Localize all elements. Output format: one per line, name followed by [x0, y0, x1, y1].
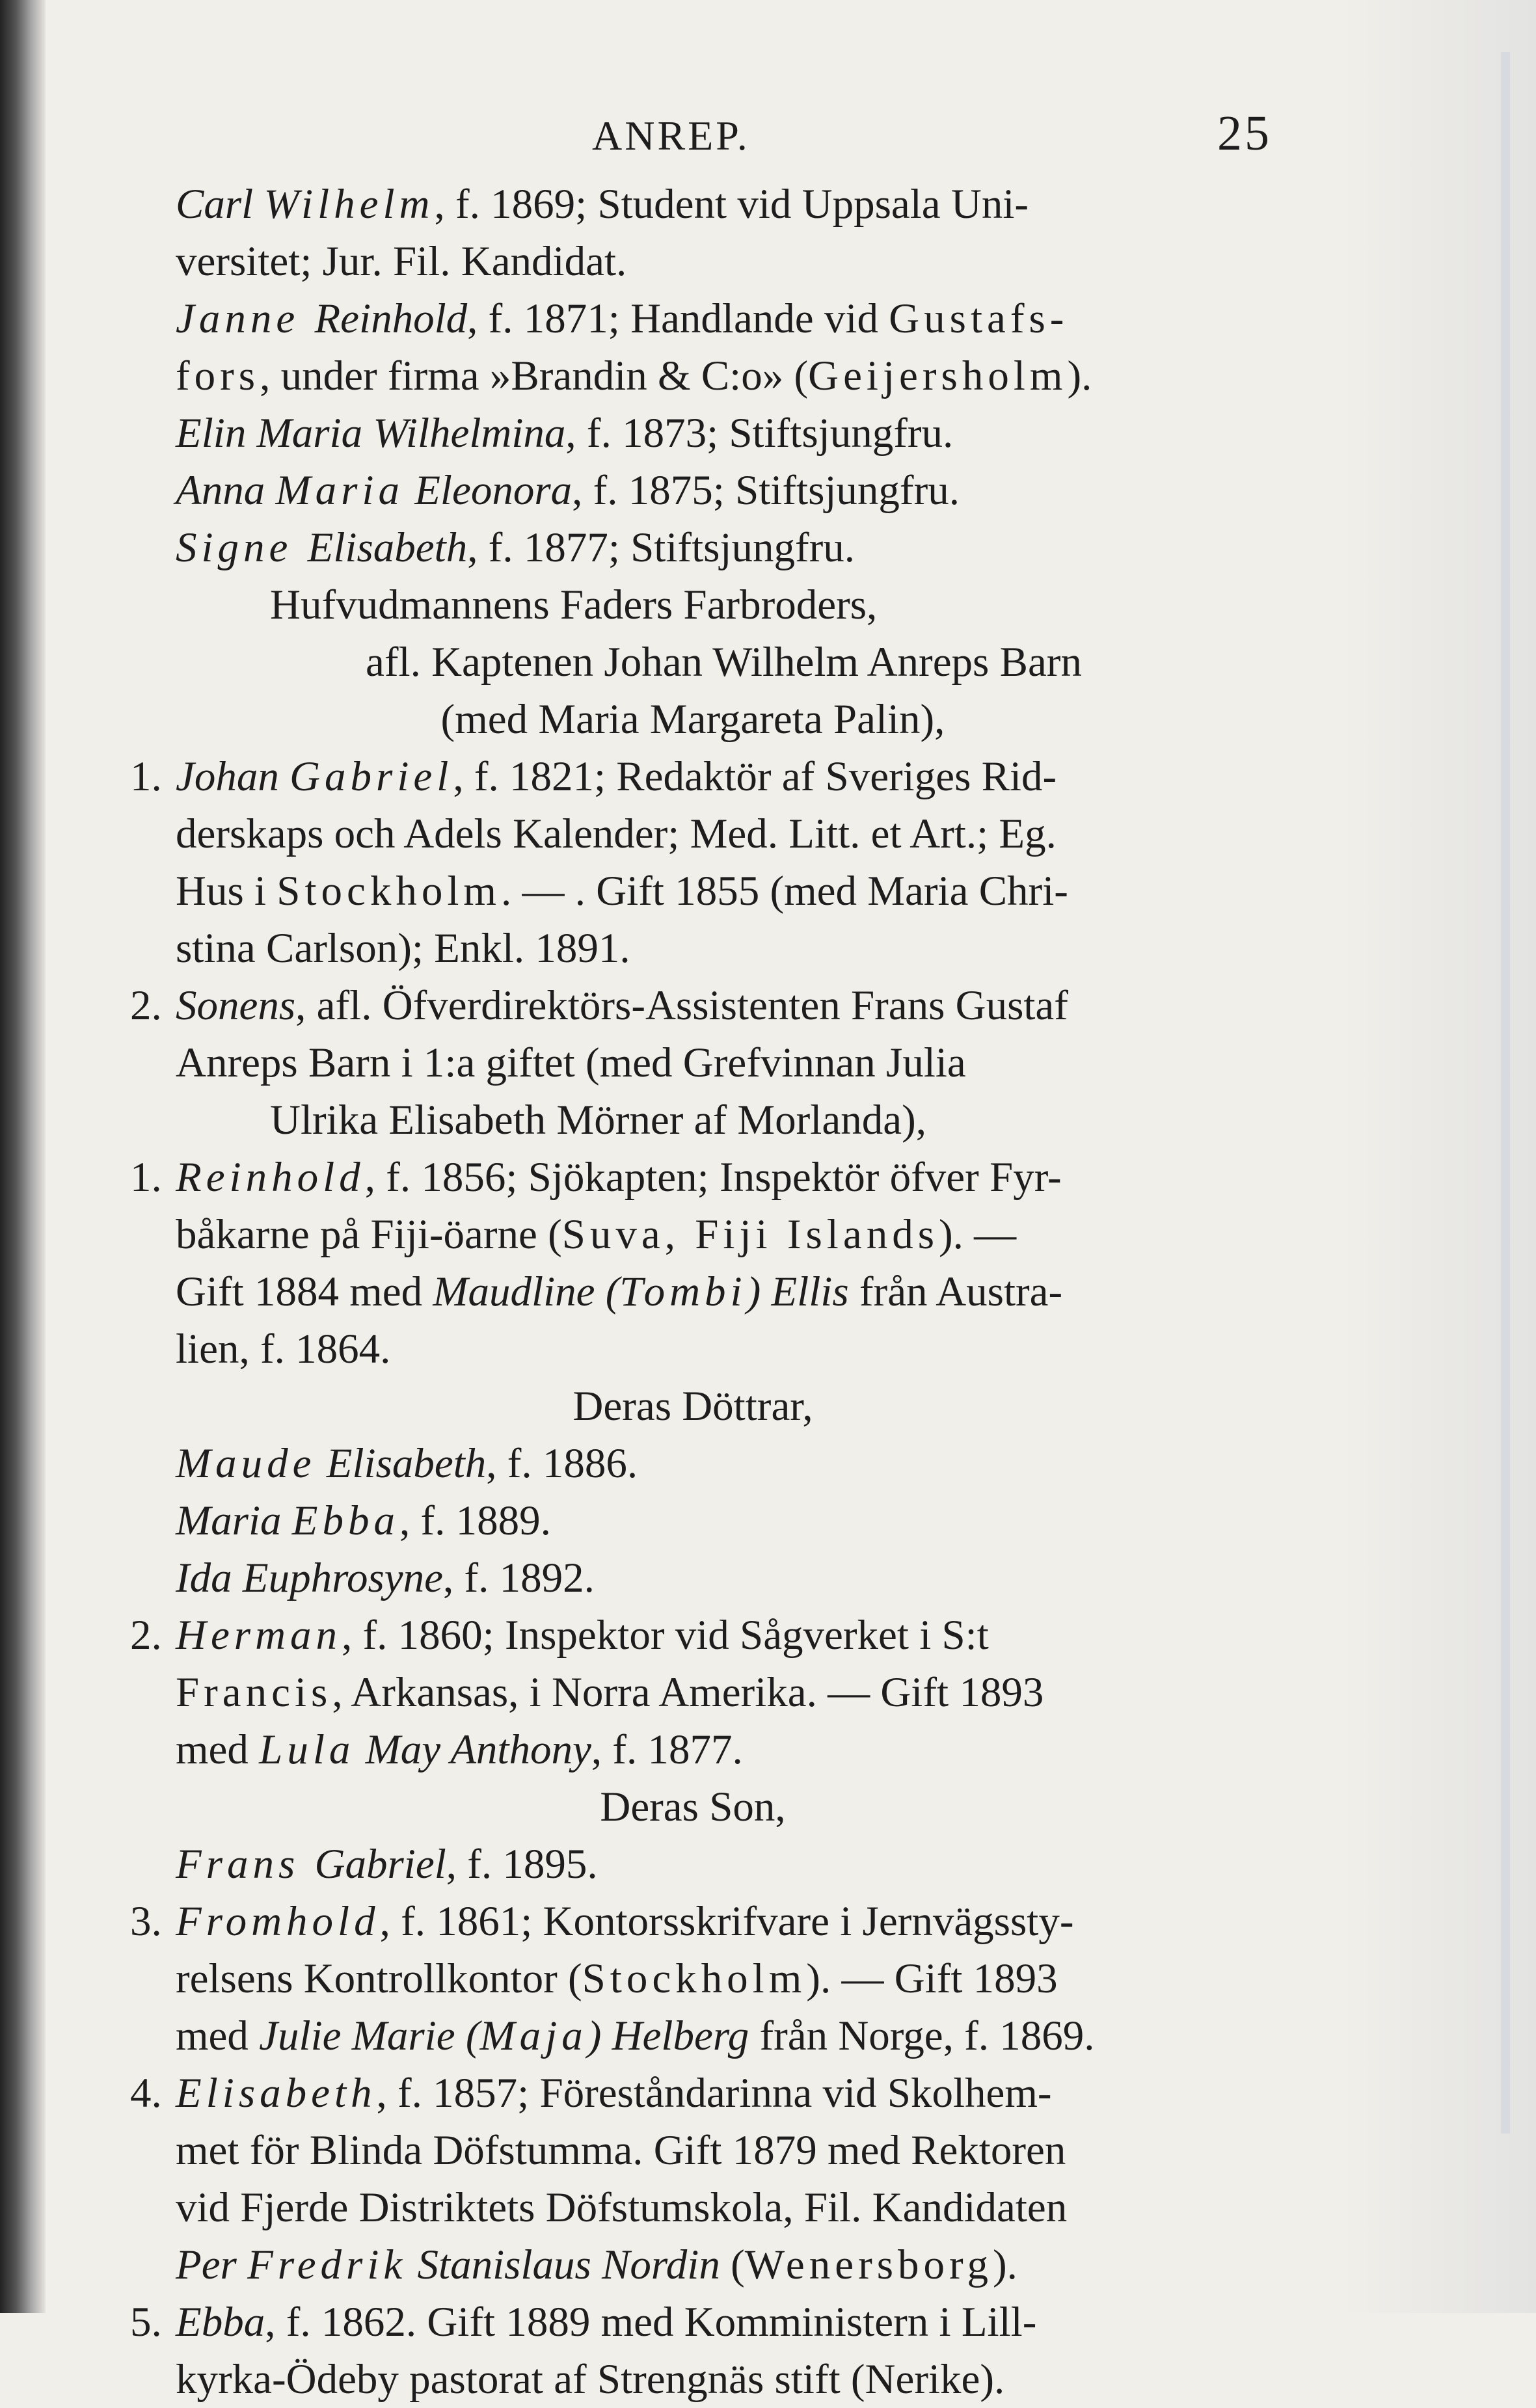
text-run: , f. 1875; Stiftsjungfru.	[572, 467, 960, 514]
text-run: (	[720, 2241, 745, 2288]
text-run: Stockholm	[582, 1955, 807, 2002]
book-page	[114, 98, 1272, 2403]
italic-name: Elin Maria Wilhelmina	[176, 410, 566, 457]
italic-name: Sonens	[176, 982, 296, 1029]
italic-name: Ebba	[176, 2299, 265, 2346]
text-line	[114, 519, 1272, 576]
italic-name: Carl	[176, 181, 264, 228]
text-line	[114, 2179, 1272, 2236]
italic-name: ) Helberg	[587, 2013, 749, 2059]
italic-name: Maudline (	[433, 1268, 620, 1315]
text-line	[114, 176, 1272, 233]
text-run: versitet; Jur. Fil. Kandidat.	[176, 238, 627, 285]
text-run: Suva, Fiji Islands	[561, 1211, 939, 1258]
entry-number: 1.	[130, 753, 162, 800]
text-line	[114, 1836, 1272, 1893]
text-line	[114, 1149, 1272, 1206]
text-run: Ulrika Elisabeth Mörner af Morlanda),	[270, 1097, 926, 1144]
italic-name: Janne	[176, 295, 315, 342]
text-line	[114, 347, 1272, 405]
text-line	[114, 1034, 1272, 1091]
text-run: , f. 1873; Stiftsjungfru.	[565, 410, 954, 457]
text-run: ).	[1067, 353, 1092, 399]
text-run: från Austra-	[848, 1268, 1063, 1315]
italic-name: Frans	[176, 1841, 315, 1888]
text-run: , f. 1869; Student vid Uppsala Uni-	[434, 181, 1029, 228]
text-line	[114, 2351, 1272, 2408]
text-line	[114, 405, 1272, 462]
italic-name: Ebba	[291, 1497, 399, 1544]
italic-name: Johan	[176, 753, 290, 800]
text-run: , f. 1857; Föreståndarinna vid Skolhem-	[376, 2070, 1052, 2117]
text-line	[114, 2007, 1272, 2065]
text-run: vid Fjerde Distriktets Döfstumskola, Fil. Kandidaten	[176, 2184, 1068, 2231]
text-run: Francis	[176, 1669, 332, 1716]
text-line	[114, 748, 1272, 805]
text-line	[114, 1435, 1272, 1492]
text-run: relsens Kontrollkontor (	[176, 1955, 582, 2002]
text-run: , afl. Öfverdirektörs-Assistenten Frans Gustaf	[295, 982, 1068, 1029]
show-through-edge	[1501, 52, 1510, 2134]
text-line	[114, 634, 1272, 691]
italic-name: Herman	[176, 1612, 342, 1659]
text-run: afl. Kaptenen Johan Wilhelm Anreps Barn	[366, 639, 1082, 686]
italic-name: Elisabeth	[176, 2070, 377, 2117]
text-run: Anreps Barn i 1:a giftet (med Grefvinnan Julia	[176, 1039, 966, 1086]
text-line	[114, 977, 1272, 1034]
italic-name: Fromhold	[176, 1898, 380, 1945]
text-line	[114, 1607, 1272, 1664]
text-line	[114, 1263, 1272, 1320]
entry-number: 2.	[130, 1612, 162, 1659]
text-run: ). — Gift 1893	[806, 1955, 1058, 2002]
running-header	[114, 98, 1272, 176]
text-line	[114, 1721, 1272, 1778]
italic-name: Stanislaus Nordin	[407, 2241, 720, 2288]
text-line	[114, 920, 1272, 977]
text-line	[114, 233, 1272, 290]
entry-number: 4.	[130, 2070, 162, 2117]
italic-name: Gabriel	[314, 1841, 446, 1888]
text-run: Geijersholm	[808, 353, 1068, 399]
text-run: kyrka-Ödeby pastorat af Strengnäs stift (Nerike).	[176, 2356, 1005, 2403]
italic-name: Reinhold	[176, 1154, 365, 1201]
italic-name: May Anthony	[355, 1726, 591, 1773]
text-run: , f. 1886.	[486, 1440, 638, 1487]
text-run: , f. 1892.	[442, 1555, 595, 1601]
text-run: derskaps och Adels Kalender; Med. Litt. et Art.; Eg.	[176, 810, 1057, 857]
italic-name: Tombi	[619, 1268, 747, 1315]
text-line	[114, 805, 1272, 863]
text-run: båkarne på Fiji-öarne (	[176, 1211, 562, 1258]
italic-name: Maria	[176, 1497, 292, 1544]
text-line	[114, 2065, 1272, 2122]
text-run: , f. 1889.	[399, 1497, 551, 1544]
text-run: ).	[993, 2241, 1017, 2288]
text-line	[114, 1893, 1272, 1950]
text-line	[114, 1206, 1272, 1263]
book-binding-shadow	[0, 0, 46, 2313]
italic-name: Eleonora	[403, 467, 573, 514]
text-line	[114, 2236, 1272, 2294]
text-line	[114, 863, 1272, 920]
text-run: Gift 1884 med	[176, 1268, 433, 1315]
italic-name: Per	[176, 2241, 248, 2288]
italic-name: Lula	[259, 1726, 355, 1773]
text-run: , Arkansas, i Norra Amerika. — Gift 1893	[332, 1669, 1044, 1716]
italic-name: Anna	[176, 467, 276, 514]
text-line	[114, 1950, 1272, 2007]
text-line	[114, 290, 1272, 347]
italic-name: Reinhold	[314, 295, 468, 342]
italic-name: Julie Marie (	[259, 2013, 480, 2059]
page-number: 25	[1217, 106, 1272, 161]
italic-name: Wilhelm	[263, 181, 435, 228]
italic-name: ) Ellis	[746, 1268, 849, 1315]
italic-name: Ida Euphrosyne	[176, 1555, 443, 1601]
text-line	[114, 1778, 1272, 1836]
text-run: med	[176, 2013, 260, 2059]
text-line	[114, 1549, 1272, 1607]
text-run: med	[176, 1726, 260, 1773]
text-run: , f. 1856; Sjökapten; Inspektör öfver Fyr-	[364, 1154, 1062, 1201]
italic-name: Gabriel	[290, 753, 453, 800]
text-run: , f. 1877; Stiftsjungfru.	[467, 524, 856, 571]
text-run: , f. 1821; Redaktör af Sveriges Rid-	[453, 753, 1057, 800]
text-line	[114, 1320, 1272, 1378]
italic-name: Maria	[275, 467, 404, 514]
text-run: met för Blinda Döfstumma. Gift 1879 med Rektoren	[176, 2127, 1066, 2174]
text-run: , f. 1895.	[446, 1841, 598, 1888]
text-run: , f. 1877.	[591, 1726, 743, 1773]
text-run: , f. 1860; Inspektor vid Sågverket i S:t	[342, 1612, 989, 1659]
text-run: Hus i	[176, 868, 277, 915]
text-line	[114, 2294, 1272, 2351]
entry-number: 2.	[130, 982, 162, 1029]
italic-name: Maude	[176, 1440, 316, 1487]
page-body	[114, 176, 1272, 2408]
italic-name: Elisabeth	[307, 524, 468, 571]
text-run: stina Carlson); Enkl. 1891.	[176, 925, 630, 972]
entry-number: 1.	[130, 1154, 162, 1201]
text-run: fors	[176, 353, 260, 399]
text-run: Gustafs-	[889, 295, 1069, 342]
text-run: Deras Son,	[600, 1784, 786, 1830]
italic-name: Elisabeth	[316, 1440, 487, 1487]
text-line	[114, 1492, 1272, 1549]
italic-name: Maja	[479, 2013, 587, 2059]
entry-number: 3.	[130, 1898, 162, 1945]
text-run: Stockholm	[276, 868, 501, 915]
text-run: Deras Döttrar,	[573, 1383, 813, 1430]
entry-number: 5.	[130, 2299, 162, 2346]
header-title: ANREP.	[592, 113, 750, 159]
text-run: från Norge, f. 1869.	[749, 2013, 1095, 2059]
italic-name: Fredrik	[247, 2241, 407, 2288]
text-line	[114, 1091, 1272, 1149]
text-run: , f. 1871; Handlande vid	[467, 295, 889, 342]
text-line	[114, 691, 1272, 748]
italic-name: Signe	[176, 524, 308, 571]
text-line	[114, 1664, 1272, 1721]
text-line	[114, 576, 1272, 634]
text-line	[114, 1378, 1272, 1435]
text-run: , under firma »Brandin & C:o» (	[260, 353, 809, 399]
text-line	[114, 462, 1272, 519]
text-run: lien, f. 1864.	[176, 1326, 391, 1372]
text-run: Hufvudmannens Faders Farbroders,	[270, 582, 878, 628]
text-run: , f. 1862. Gift 1889 med Komministern i Lill-	[265, 2299, 1037, 2346]
text-run: , f. 1861; Kontorsskrifvare i Jernvägssty-	[379, 1898, 1074, 1945]
text-run: Wenersborg	[744, 2241, 993, 2288]
text-run: (med Maria Margareta Palin),	[440, 696, 945, 743]
text-run: ). —	[939, 1211, 1017, 1258]
text-run: . — . Gift 1855 (med Maria Chri-	[500, 868, 1068, 915]
text-line	[114, 2122, 1272, 2179]
